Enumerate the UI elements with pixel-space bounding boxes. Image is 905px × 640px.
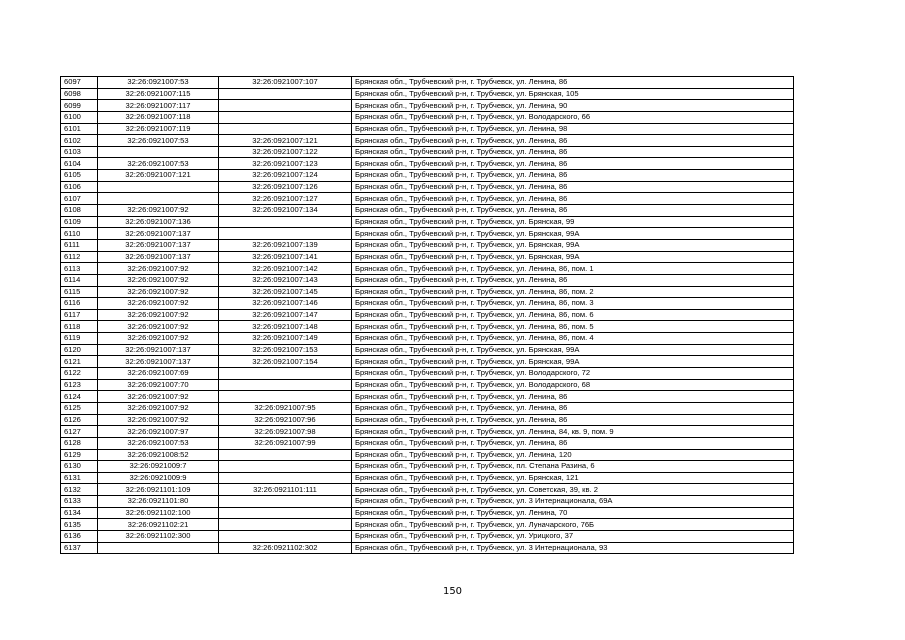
- linked-cadastral-number-cell: 32:26:0921007:146: [219, 298, 352, 310]
- linked-cadastral-number-cell: 32:26:0921007:149: [219, 333, 352, 345]
- cadastral-number-cell: 32:26:0921009:9: [98, 472, 219, 484]
- address-cell: Брянская обл., Трубчевский р-н, г. Трубчевск, ул. Ленина, 86: [352, 158, 794, 170]
- row-number-cell: 6114: [61, 274, 98, 286]
- linked-cadastral-number-cell: [219, 228, 352, 240]
- linked-cadastral-number-cell: 32:26:0921007:107: [219, 77, 352, 89]
- address-cell: Брянская обл., Трубчевский р-н, г. Трубчевск, ул. 3 Интернационала, 93: [352, 542, 794, 554]
- address-cell: Брянская обл., Трубчевский р-н, г. Трубчевск, ул. Ленина, 86: [352, 414, 794, 426]
- cadastral-number-cell: 32:26:0921007:137: [98, 356, 219, 368]
- address-cell: Брянская обл., Трубчевский р-н, г. Трубчевск, ул. Ленина, 90: [352, 100, 794, 112]
- cadastral-number-cell: 32:26:0921102:300: [98, 530, 219, 542]
- registry-table: [60, 76, 794, 554]
- table-row: [61, 286, 794, 298]
- row-number-cell: 6100: [61, 111, 98, 123]
- address-cell: Брянская обл., Трубчевский р-н, г. Трубчевск, ул. Ленина, 86: [352, 437, 794, 449]
- table-row: [61, 472, 794, 484]
- cadastral-number-cell: 32:26:0921007:119: [98, 123, 219, 135]
- linked-cadastral-number-cell: [219, 496, 352, 508]
- cadastral-number-cell: 32:26:0921007:92: [98, 286, 219, 298]
- linked-cadastral-number-cell: 32:26:0921007:154: [219, 356, 352, 368]
- address-cell: Брянская обл., Трубчевский р-н, г. Трубчевск, ул. Володарского, 66: [352, 111, 794, 123]
- address-cell: Брянская обл., Трубчевский р-н, г. Трубчевск, ул. Володарского, 68: [352, 379, 794, 391]
- address-cell: Брянская обл., Трубчевский р-н, г. Трубчевск, ул. 3 Интернационала, 69А: [352, 496, 794, 508]
- table-row: [61, 437, 794, 449]
- address-cell: Брянская обл., Трубчевский р-н, г. Трубчевск, ул. Ленина, 86: [352, 402, 794, 414]
- row-number-cell: 6112: [61, 251, 98, 263]
- table-row: [61, 251, 794, 263]
- row-number-cell: 6113: [61, 263, 98, 275]
- row-number-cell: 6130: [61, 461, 98, 473]
- cadastral-number-cell: 32:26:0921007:97: [98, 426, 219, 438]
- linked-cadastral-number-cell: [219, 111, 352, 123]
- cadastral-number-cell: 32:26:0921007:53: [98, 437, 219, 449]
- linked-cadastral-number-cell: 32:26:0921101:111: [219, 484, 352, 496]
- table-row: [61, 426, 794, 438]
- cadastral-number-cell: 32:26:0921007:53: [98, 135, 219, 147]
- row-number-cell: 6108: [61, 205, 98, 217]
- address-cell: Брянская обл., Трубчевский р-н, г. Трубчевск, пл. Степана Разина, 6: [352, 461, 794, 473]
- linked-cadastral-number-cell: 32:26:0921007:134: [219, 205, 352, 217]
- cadastral-number-cell: 32:26:0921007:92: [98, 321, 219, 333]
- row-number-cell: 6129: [61, 449, 98, 461]
- address-cell: Брянская обл., Трубчевский р-н, г. Трубчевск, ул. Ленина, 86: [352, 77, 794, 89]
- row-number-cell: 6131: [61, 472, 98, 484]
- row-number-cell: 6101: [61, 123, 98, 135]
- cadastral-number-cell: 32:26:0921007:92: [98, 298, 219, 310]
- table-row: [61, 333, 794, 345]
- table-row: [61, 100, 794, 112]
- cadastral-number-cell: 32:26:0921007:92: [98, 309, 219, 321]
- row-number-cell: 6125: [61, 402, 98, 414]
- table-row: [61, 88, 794, 100]
- linked-cadastral-number-cell: 32:26:0921007:139: [219, 239, 352, 251]
- row-number-cell: 6124: [61, 391, 98, 403]
- cadastral-number-cell: 32:26:0921007:137: [98, 251, 219, 263]
- row-number-cell: 6115: [61, 286, 98, 298]
- cadastral-number-cell: 32:26:0921101:80: [98, 496, 219, 508]
- linked-cadastral-number-cell: 32:26:0921007:122: [219, 146, 352, 158]
- cadastral-number-cell: 32:26:0921007:69: [98, 368, 219, 380]
- linked-cadastral-number-cell: [219, 216, 352, 228]
- linked-cadastral-number-cell: 32:26:0921007:126: [219, 181, 352, 193]
- address-cell: Брянская обл., Трубчевский р-н, г. Трубчевск, ул. Ленина, 86, пом. 6: [352, 309, 794, 321]
- table-row: [61, 146, 794, 158]
- table-row: [61, 135, 794, 147]
- address-cell: Брянская обл., Трубчевский р-н, г. Трубчевск, ул. Ленина, 86, пом. 1: [352, 263, 794, 275]
- row-number-cell: 6133: [61, 496, 98, 508]
- table-row: [61, 461, 794, 473]
- cadastral-number-cell: 32:26:0921007:136: [98, 216, 219, 228]
- table-row: [61, 123, 794, 135]
- row-number-cell: 6098: [61, 88, 98, 100]
- cadastral-number-cell: 32:26:0921007:92: [98, 391, 219, 403]
- address-cell: Брянская обл., Трубчевский р-н, г. Трубчевск, ул. Ленина, 86: [352, 181, 794, 193]
- table-row: [61, 391, 794, 403]
- address-cell: Брянская обл., Трубчевский р-н, г. Трубчевск, ул. Ленина, 86, пом. 3: [352, 298, 794, 310]
- linked-cadastral-number-cell: [219, 100, 352, 112]
- linked-cadastral-number-cell: 32:26:0921007:124: [219, 170, 352, 182]
- row-number-cell: 6122: [61, 368, 98, 380]
- address-cell: Брянская обл., Трубчевский р-н, г. Трубчевск, ул. Ленина, 86, пом. 4: [352, 333, 794, 345]
- linked-cadastral-number-cell: [219, 449, 352, 461]
- table-row: [61, 228, 794, 240]
- address-cell: Брянская обл., Трубчевский р-н, г. Трубчевск, ул. Ленина, 86, пом. 5: [352, 321, 794, 333]
- table-row: [61, 181, 794, 193]
- address-cell: Брянская обл., Трубчевский р-н, г. Трубчевск, ул. Брянская, 99А: [352, 344, 794, 356]
- table-row: [61, 356, 794, 368]
- table-row: [61, 496, 794, 508]
- linked-cadastral-number-cell: 32:26:0921007:96: [219, 414, 352, 426]
- cadastral-number-cell: 32:26:0921102:21: [98, 519, 219, 531]
- registry-table-body: [61, 77, 794, 554]
- linked-cadastral-number-cell: 32:26:0921007:98: [219, 426, 352, 438]
- row-number-cell: 6116: [61, 298, 98, 310]
- table-row: [61, 344, 794, 356]
- cadastral-number-cell: 32:26:0921007:137: [98, 344, 219, 356]
- linked-cadastral-number-cell: [219, 379, 352, 391]
- cadastral-number-cell: 32:26:0921009:7: [98, 461, 219, 473]
- linked-cadastral-number-cell: 32:26:0921007:145: [219, 286, 352, 298]
- row-number-cell: 6123: [61, 379, 98, 391]
- address-cell: Брянская обл., Трубчевский р-н, г. Трубчевск, ул. Брянская, 99А: [352, 356, 794, 368]
- row-number-cell: 6128: [61, 437, 98, 449]
- table-row: [61, 321, 794, 333]
- cadastral-number-cell: 32:26:0921007:53: [98, 77, 219, 89]
- linked-cadastral-number-cell: [219, 123, 352, 135]
- row-number-cell: 6121: [61, 356, 98, 368]
- linked-cadastral-number-cell: 32:26:0921007:153: [219, 344, 352, 356]
- cadastral-number-cell: 32:26:0921007:53: [98, 158, 219, 170]
- cadastral-number-cell: [98, 193, 219, 205]
- row-number-cell: 6119: [61, 333, 98, 345]
- page-number: 150: [442, 586, 463, 597]
- address-cell: Брянская обл., Трубчевский р-н, г. Трубчевск, ул. Ленина, 86: [352, 391, 794, 403]
- table-row: [61, 542, 794, 554]
- cadastral-number-cell: 32:26:0921007:115: [98, 88, 219, 100]
- table-row: [61, 402, 794, 414]
- cadastral-number-cell: 32:26:0921007:92: [98, 402, 219, 414]
- address-cell: Брянская обл., Трубчевский р-н, г. Трубчевск, ул. Брянская, 99А: [352, 228, 794, 240]
- linked-cadastral-number-cell: 32:26:0921007:147: [219, 309, 352, 321]
- row-number-cell: 6135: [61, 519, 98, 531]
- row-number-cell: 6097: [61, 77, 98, 89]
- row-number-cell: 6107: [61, 193, 98, 205]
- linked-cadastral-number-cell: 32:26:0921007:143: [219, 274, 352, 286]
- cadastral-number-cell: 32:26:0921007:137: [98, 239, 219, 251]
- address-cell: Брянская обл., Трубчевский р-н, г. Трубчевск, ул. Брянская, 105: [352, 88, 794, 100]
- cadastral-number-cell: 32:26:0921102:100: [98, 507, 219, 519]
- linked-cadastral-number-cell: 32:26:0921007:121: [219, 135, 352, 147]
- cadastral-number-cell: 32:26:0921007:92: [98, 263, 219, 275]
- row-number-cell: 6102: [61, 135, 98, 147]
- row-number-cell: 6134: [61, 507, 98, 519]
- cadastral-number-cell: 32:26:0921007:92: [98, 333, 219, 345]
- linked-cadastral-number-cell: 32:26:0921007:95: [219, 402, 352, 414]
- table-row: [61, 298, 794, 310]
- address-cell: Брянская обл., Трубчевский р-н, г. Трубчевск, ул. Ленина, 86: [352, 205, 794, 217]
- row-number-cell: 6105: [61, 170, 98, 182]
- cadastral-number-cell: 32:26:0921007:121: [98, 170, 219, 182]
- row-number-cell: 6106: [61, 181, 98, 193]
- linked-cadastral-number-cell: [219, 519, 352, 531]
- row-number-cell: 6110: [61, 228, 98, 240]
- address-cell: Брянская обл., Трубчевский р-н, г. Трубчевск, ул. Брянская, 99А: [352, 251, 794, 263]
- table-row: [61, 239, 794, 251]
- linked-cadastral-number-cell: 32:26:0921007:141: [219, 251, 352, 263]
- row-number-cell: 6120: [61, 344, 98, 356]
- linked-cadastral-number-cell: [219, 391, 352, 403]
- cadastral-number-cell: [98, 542, 219, 554]
- address-cell: Брянская обл., Трубчевский р-н, г. Трубчевск, ул. Ленина, 86: [352, 193, 794, 205]
- table-row: [61, 170, 794, 182]
- address-cell: Брянская обл., Трубчевский р-н, г. Трубчевск, ул. Ленина, 86: [352, 274, 794, 286]
- table-row: [61, 519, 794, 531]
- table-row: [61, 309, 794, 321]
- address-cell: Брянская обл., Трубчевский р-н, г. Трубчевск, ул. Володарского, 72: [352, 368, 794, 380]
- linked-cadastral-number-cell: [219, 530, 352, 542]
- cadastral-number-cell: 32:26:0921007:92: [98, 414, 219, 426]
- table-row: [61, 111, 794, 123]
- address-cell: Брянская обл., Трубчевский р-н, г. Трубчевск, ул. Брянская, 99: [352, 216, 794, 228]
- address-cell: Брянская обл., Трубчевский р-н, г. Трубчевск, ул. Луначарского, 76Б: [352, 519, 794, 531]
- row-number-cell: 6126: [61, 414, 98, 426]
- cadastral-number-cell: [98, 181, 219, 193]
- linked-cadastral-number-cell: 32:26:0921007:148: [219, 321, 352, 333]
- address-cell: Брянская обл., Трубчевский р-н, г. Трубчевск, ул. Брянская, 121: [352, 472, 794, 484]
- linked-cadastral-number-cell: 32:26:0921007:99: [219, 437, 352, 449]
- linked-cadastral-number-cell: 32:26:0921007:142: [219, 263, 352, 275]
- row-number-cell: 6118: [61, 321, 98, 333]
- table-row: [61, 193, 794, 205]
- row-number-cell: 6132: [61, 484, 98, 496]
- table-row: [61, 158, 794, 170]
- table-row: [61, 379, 794, 391]
- table-row: [61, 274, 794, 286]
- cadastral-number-cell: [98, 146, 219, 158]
- cadastral-number-cell: 32:26:0921007:92: [98, 205, 219, 217]
- address-cell: Брянская обл., Трубчевский р-н, г. Трубчевск, ул. Урицкого, 37: [352, 530, 794, 542]
- table-row: [61, 530, 794, 542]
- linked-cadastral-number-cell: [219, 368, 352, 380]
- cadastral-number-cell: 32:26:0921007:70: [98, 379, 219, 391]
- table-row: [61, 368, 794, 380]
- linked-cadastral-number-cell: [219, 461, 352, 473]
- address-cell: Брянская обл., Трубчевский р-н, г. Трубчевск, ул. Ленина, 86: [352, 135, 794, 147]
- address-cell: Брянская обл., Трубчевский р-н, г. Трубчевск, ул. Ленина, 86: [352, 146, 794, 158]
- linked-cadastral-number-cell: [219, 507, 352, 519]
- linked-cadastral-number-cell: 32:26:0921007:123: [219, 158, 352, 170]
- cadastral-number-cell: 32:26:0921101:109: [98, 484, 219, 496]
- cadastral-number-cell: 32:26:0921007:137: [98, 228, 219, 240]
- table-row: [61, 263, 794, 275]
- linked-cadastral-number-cell: [219, 88, 352, 100]
- row-number-cell: 6104: [61, 158, 98, 170]
- table-row: [61, 449, 794, 461]
- cadastral-number-cell: 32:26:0921007:117: [98, 100, 219, 112]
- linked-cadastral-number-cell: 32:26:0921007:127: [219, 193, 352, 205]
- table-row: [61, 216, 794, 228]
- address-cell: Брянская обл., Трубчевский р-н, г. Трубчевск, ул. Советская, 39, кв. 2: [352, 484, 794, 496]
- table-row: [61, 414, 794, 426]
- table-row: [61, 205, 794, 217]
- address-cell: Брянская обл., Трубчевский р-н, г. Трубчевск, ул. Ленина, 86, пом. 2: [352, 286, 794, 298]
- cadastral-number-cell: 32:26:0921007:92: [98, 274, 219, 286]
- row-number-cell: 6136: [61, 530, 98, 542]
- address-cell: Брянская обл., Трубчевский р-н, г. Трубчевск, ул. Ленина, 86: [352, 170, 794, 182]
- row-number-cell: 6117: [61, 309, 98, 321]
- row-number-cell: 6127: [61, 426, 98, 438]
- address-cell: Брянская обл., Трубчевский р-н, г. Трубчевск, ул. Ленина, 84, кв. 9, пом. 9: [352, 426, 794, 438]
- row-number-cell: 6111: [61, 239, 98, 251]
- table-row: [61, 507, 794, 519]
- row-number-cell: 6103: [61, 146, 98, 158]
- address-cell: Брянская обл., Трубчевский р-н, г. Трубчевск, ул. Брянская, 99А: [352, 239, 794, 251]
- linked-cadastral-number-cell: [219, 472, 352, 484]
- row-number-cell: 6099: [61, 100, 98, 112]
- cadastral-number-cell: 32:26:0921008:52: [98, 449, 219, 461]
- linked-cadastral-number-cell: 32:26:0921102:302: [219, 542, 352, 554]
- row-number-cell: 6109: [61, 216, 98, 228]
- row-number-cell: 6137: [61, 542, 98, 554]
- address-cell: Брянская обл., Трубчевский р-н, г. Трубчевск, ул. Ленина, 120: [352, 449, 794, 461]
- address-cell: Брянская обл., Трубчевский р-н, г. Трубчевск, ул. Ленина, 98: [352, 123, 794, 135]
- table-row: [61, 77, 794, 89]
- cadastral-number-cell: 32:26:0921007:118: [98, 111, 219, 123]
- address-cell: Брянская обл., Трубчевский р-н, г. Трубчевск, ул. Ленина, 70: [352, 507, 794, 519]
- table-row: [61, 484, 794, 496]
